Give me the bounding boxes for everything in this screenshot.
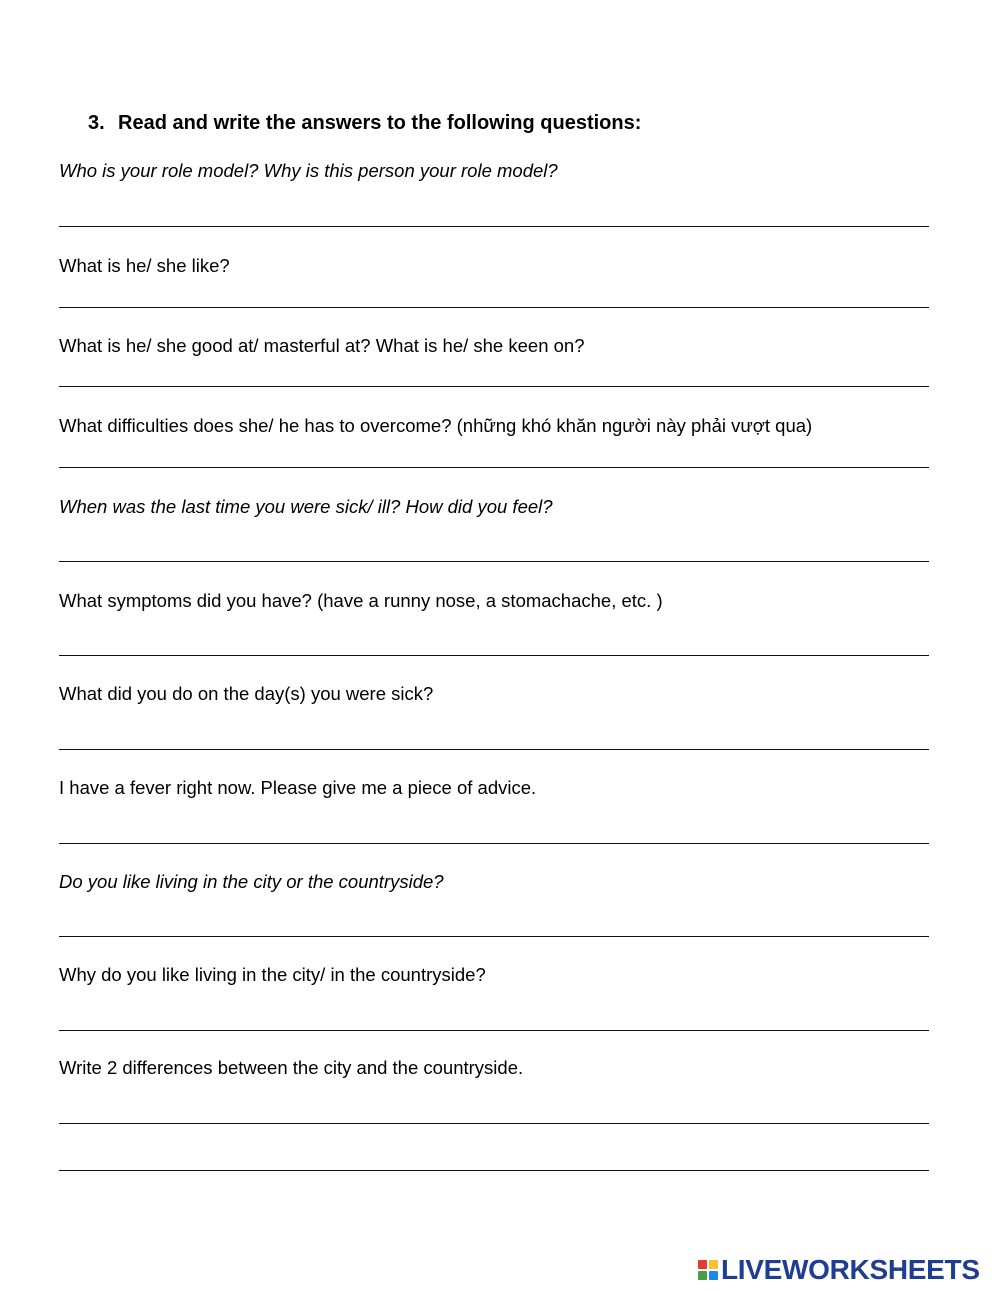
answer-line-4[interactable] (59, 467, 929, 468)
logo-square-blue (709, 1271, 718, 1280)
question-symptoms: What symptoms did you have? (have a runny nose, a stomachache, etc. ) (59, 590, 663, 611)
answer-line-6[interactable] (59, 655, 929, 656)
section-title: Read and write the answers to the following questions: (118, 112, 642, 134)
answer-line-11[interactable] (59, 1123, 929, 1124)
question-what-like: What is he/ she like? (59, 255, 230, 276)
question-difficulties: What difficulties does she/ he has to overcome? (những khó khăn người này phải vượt qua) (59, 415, 813, 436)
question-fever-advice: I have a fever right now. Please give me a piece of advice. (59, 777, 537, 798)
liveworksheets-logo (698, 1254, 980, 1286)
answer-line-9[interactable] (59, 936, 929, 937)
answer-line-3[interactable] (59, 386, 929, 387)
answer-line-10[interactable] (59, 1030, 929, 1031)
question-good-at: What is he/ she good at/ masterful at? What is he/ she keen on? (59, 335, 585, 356)
question-city-countryside: Do you like living in the city or the countryside? (59, 871, 444, 892)
section-heading (88, 112, 641, 135)
question-differences: Write 2 differences between the city and the countryside. (59, 1057, 524, 1078)
answer-line-7[interactable] (59, 749, 929, 750)
answer-line-8[interactable] (59, 843, 929, 844)
question-sick-days: What did you do on the day(s) you were sick? (59, 683, 434, 704)
question-last-sick: When was the last time you were sick/ ill? How did you feel? (59, 496, 553, 517)
answer-line-12[interactable] (59, 1170, 929, 1171)
question-why-living: Why do you like living in the city/ in the countryside? (59, 964, 486, 985)
logo-square-red (698, 1260, 707, 1269)
question-role-model: Who is your role model? Why is this person your role model? (59, 160, 558, 181)
logo-square-yellow (709, 1260, 718, 1269)
section-number: 3. (88, 112, 105, 134)
logo-text: LIVEWORKSHEETS (721, 1254, 980, 1285)
answer-line-1[interactable] (59, 226, 929, 227)
liveworksheets-logo-icon (698, 1260, 718, 1280)
logo-square-green (698, 1271, 707, 1280)
answer-line-2[interactable] (59, 307, 929, 308)
answer-line-5[interactable] (59, 561, 929, 562)
